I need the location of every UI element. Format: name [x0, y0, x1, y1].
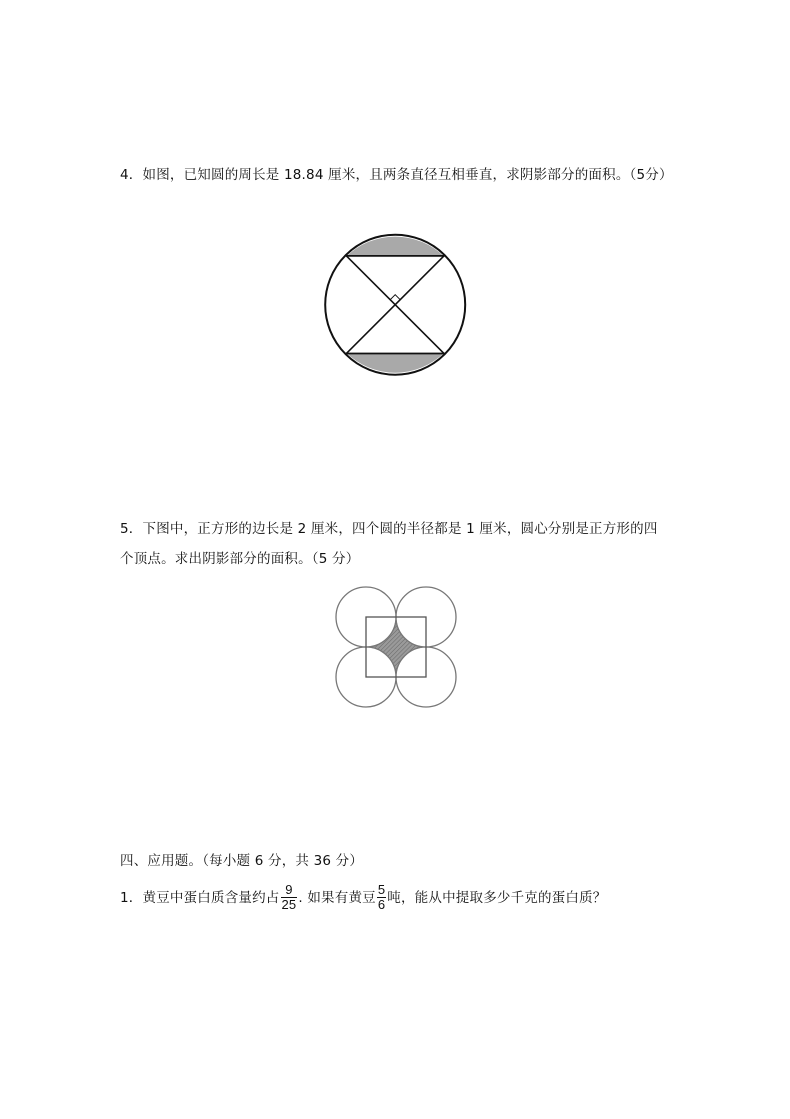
- question-5-line-1: 5．下图中，正方形的边长是 2 厘米，四个圆的半径都是 1 厘米，圆心分别是正方形的四: [120, 521, 658, 537]
- white-trapezoid-bottom: [346, 347, 445, 352]
- figure-circle-diameters: [318, 228, 474, 380]
- fraction-5-6: [377, 883, 386, 912]
- shaded-segment-bottom: [346, 352, 445, 373]
- application-question-1: [120, 882, 607, 914]
- shaded-segment-top: [346, 237, 445, 258]
- fraction-denominator: 25: [281, 896, 297, 912]
- white-trapezoid-top: [346, 257, 445, 262]
- fraction-numerator: 5: [377, 881, 386, 897]
- fraction-denominator: 6: [377, 896, 386, 912]
- aq1-text-1: 1．黄豆中蛋白质含量约占: [120, 890, 280, 906]
- aq1-text-3: 吨，能从中提取多少千克的蛋白质？: [387, 890, 607, 906]
- fraction-9-25: [281, 883, 298, 912]
- section-4-heading: 四、应用题。（每小题 6 分，共 36 分）: [120, 853, 364, 869]
- question-4-text: 4．如图，已知圆的周长是 18.84 厘米，且两条直径互相垂直，求阴影部分的面积。（5分）: [120, 167, 673, 183]
- question-5-line-2: 个顶点。求出阴影部分的面积。（5 分）: [120, 551, 360, 567]
- figure-four-circles: [330, 582, 462, 712]
- right-angle-marker: [390, 295, 400, 305]
- aq1-text-2: . 如果有黄豆: [298, 890, 376, 906]
- fraction-numerator: 9: [281, 883, 298, 898]
- shaded-concave-star: [366, 617, 426, 677]
